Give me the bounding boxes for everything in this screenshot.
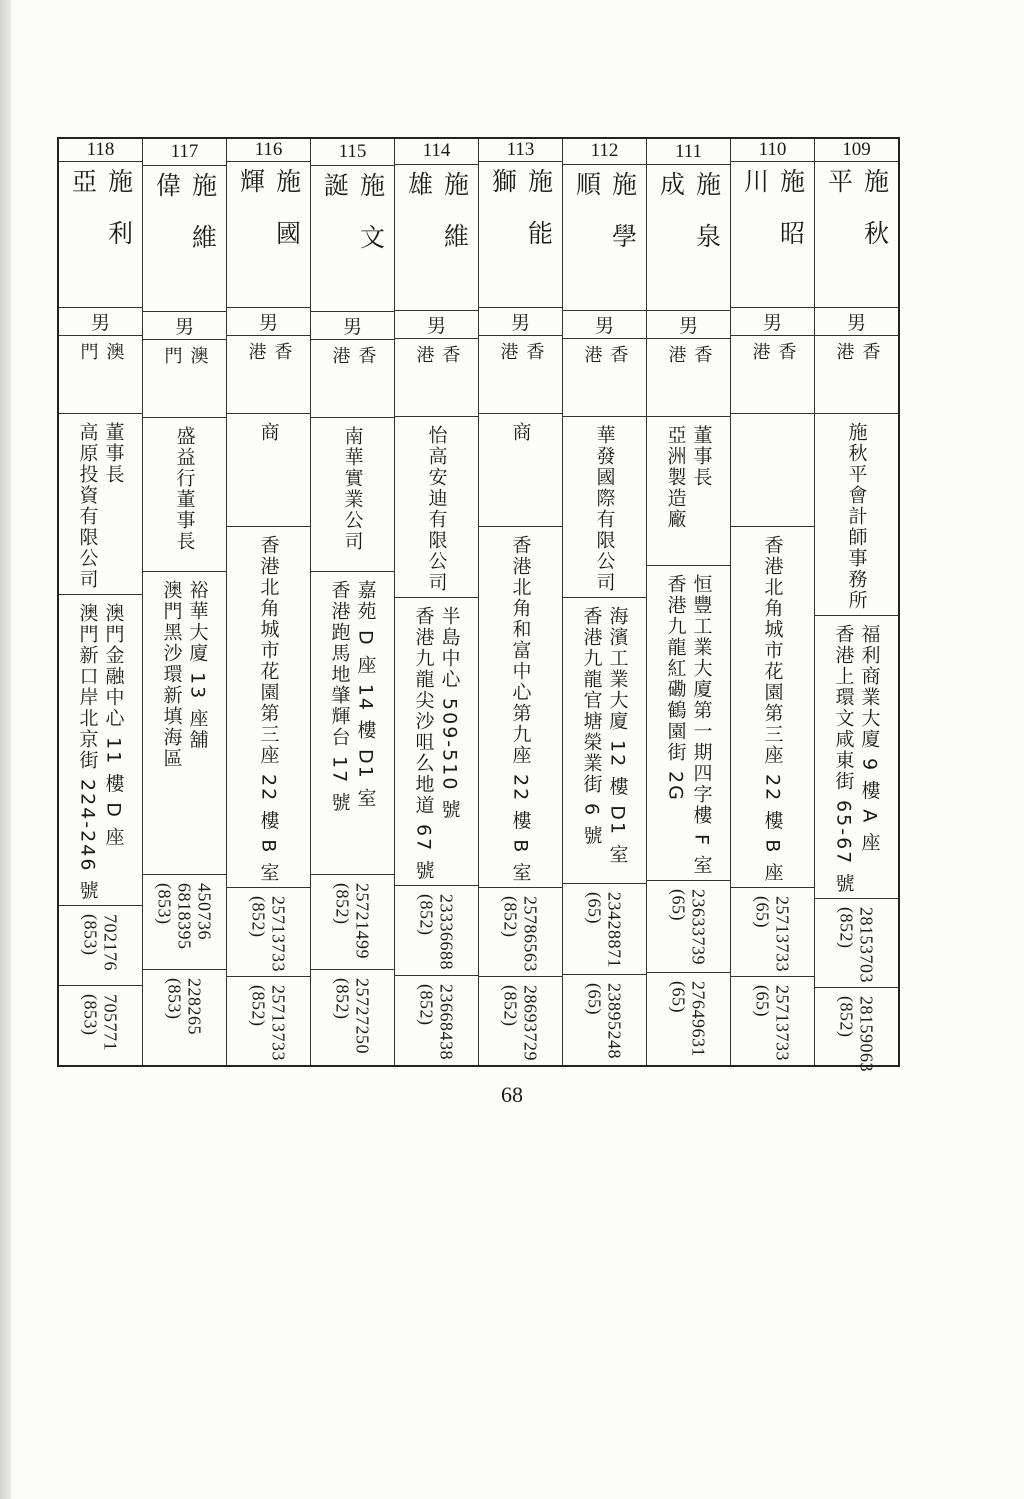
place-cell [815, 335, 898, 413]
name-cell [395, 164, 478, 310]
fax-line: 25713733 [268, 985, 289, 1061]
address-line: 香港九龍紅磡鶴園街 2G [664, 573, 687, 802]
tel-line: (852) [500, 896, 521, 938]
tel-line: 25713733 [772, 896, 793, 972]
roster-column [394, 139, 478, 1065]
place-cell [311, 339, 394, 417]
place-cell [227, 335, 310, 413]
entry-name: 施文誕 [320, 172, 386, 277]
fax-line: 228265 [184, 978, 205, 1036]
address-line: 澳門新口岸北京街 224-246 號 [76, 603, 99, 902]
name-cell [731, 161, 814, 307]
tel-line: 28153703 [856, 907, 877, 984]
fax-line: (65) [584, 983, 605, 1015]
address-line: 香港九龍尖沙咀么地道 67 號 [412, 605, 435, 881]
fax-cell [227, 976, 310, 1065]
entry-sex: 男 [227, 307, 310, 335]
entry-place: 香港 [413, 344, 461, 384]
entry-sex: 男 [59, 307, 142, 335]
name-cell [479, 161, 562, 307]
tel-line: 23428871 [604, 891, 625, 968]
tel-line: 450736 [194, 882, 215, 940]
fax-cell [563, 974, 646, 1065]
entry-name: 施維偉 [152, 172, 218, 277]
tel-line: (852) [332, 882, 353, 925]
fax-cell [311, 969, 394, 1065]
org-line: 董事長 [690, 425, 713, 489]
roster-column [142, 139, 226, 1065]
roster-column [814, 139, 898, 1073]
roster-column [478, 139, 562, 1065]
entry-number: 117 [170, 141, 199, 163]
tel-line: 702176 [100, 914, 121, 972]
name-cell [59, 161, 142, 307]
address-line: 香港北角城市花園第三座 22 樓 B 座 [761, 534, 784, 883]
entry-place: 香港 [245, 342, 293, 381]
address-line: 恒豐工業大廈第一期四字樓 F 室 [690, 573, 713, 876]
entry-place: 澳門 [77, 342, 125, 381]
org-cell [731, 413, 814, 526]
fax-line: 27649631 [688, 981, 709, 1058]
address-cell [311, 571, 394, 873]
tel-line: (853) [154, 882, 175, 925]
entry-number: 115 [338, 141, 367, 163]
roster-column [646, 139, 730, 1065]
telephone-cell [311, 874, 394, 970]
org-line: 南華實業公司 [341, 426, 364, 553]
entry-name: 施學順 [572, 170, 638, 275]
roster-column [59, 139, 142, 1065]
place-cell [647, 338, 730, 416]
entry-number: 116 [254, 139, 283, 160]
name-cell [815, 161, 898, 307]
entry-name: 施利亞 [68, 168, 134, 272]
org-line: 商 [257, 422, 280, 443]
entry-sex: 男 [647, 310, 730, 338]
tel-line: 6818395 [174, 882, 195, 950]
fax-line: 705771 [100, 994, 121, 1052]
tel-line: (852) [416, 893, 437, 936]
org-cell [143, 417, 226, 571]
telephone-cell [395, 885, 478, 975]
address-cell [227, 526, 310, 887]
org-cell [647, 416, 730, 565]
org-cell [815, 413, 898, 615]
roster-column [562, 139, 646, 1065]
tel-line: (65) [584, 891, 605, 924]
roster-column [730, 139, 814, 1065]
org-line: 高原投資有限公司 [76, 422, 99, 590]
tel-line: (853) [80, 914, 101, 956]
org-line: 怡高安迪有限公司 [425, 424, 448, 593]
entry-sex: 男 [731, 307, 814, 335]
address-cell [647, 565, 730, 880]
roster-column [226, 139, 310, 1065]
tel-line: 25713733 [268, 896, 289, 972]
place-cell [563, 338, 646, 416]
place-cell [143, 339, 226, 417]
telephone-cell [815, 898, 898, 987]
entry-name: 施泉成 [656, 171, 722, 276]
name-cell [227, 161, 310, 307]
fax-cell [731, 976, 814, 1065]
address-cell [563, 597, 646, 883]
entry-sex: 男 [143, 311, 226, 339]
address-line: 半島中心 509-510 號 [438, 605, 461, 821]
fax-line: (852) [836, 996, 857, 1038]
org-line: 施秋平會計師事務所 [845, 422, 868, 611]
entry-place: 香港 [329, 346, 377, 386]
fax-line: (852) [248, 985, 269, 1027]
entry-place: 香港 [749, 342, 797, 381]
telephone-cell [227, 887, 310, 976]
fax-line: (853) [80, 994, 101, 1036]
address-line: 海濱工業大廈 12 樓 D1 室 [606, 605, 629, 865]
address-line: 嘉苑 D 座 14 樓 D1 室 [354, 580, 377, 810]
address-line: 福利商業大廈 9 樓 A 座 [858, 624, 881, 854]
entry-sex: 男 [815, 307, 898, 335]
fax-cell [143, 969, 226, 1065]
org-cell [227, 413, 310, 526]
place-cell [479, 335, 562, 413]
fax-line: 28159063 [856, 996, 877, 1073]
fax-cell [647, 972, 730, 1065]
entry-number: 118 [86, 139, 115, 160]
address-line: 香港九龍官塘榮業街 6 號 [580, 605, 603, 847]
entry-sex: 男 [395, 310, 478, 338]
address-line: 香港跑馬地肇輝台 17 號 [328, 580, 351, 814]
address-cell [143, 571, 226, 873]
entry-name: 施維雄 [404, 170, 470, 275]
fax-line: (852) [416, 983, 437, 1026]
entry-number: 111 [674, 140, 703, 162]
name-cell [143, 165, 226, 311]
tel-line: (852) [248, 896, 269, 938]
telephone-cell [59, 905, 142, 985]
fax-line: 25713733 [772, 985, 793, 1061]
fax-cell [479, 976, 562, 1065]
org-cell [479, 413, 562, 526]
fax-line: (65) [752, 985, 773, 1017]
entry-number: 109 [842, 139, 871, 160]
tel-line: 25721499 [352, 882, 373, 959]
tel-line: 23336688 [436, 893, 457, 970]
tel-line: 23633739 [688, 888, 709, 965]
fax-line: (853) [164, 978, 185, 1020]
telephone-cell [563, 883, 646, 974]
scan-page-edge [0, 0, 11, 1499]
entry-place: 香港 [833, 342, 881, 381]
entry-place: 澳門 [161, 346, 209, 386]
tel-line: (65) [668, 888, 689, 921]
telephone-cell [479, 887, 562, 976]
address-line: 香港上環文咸東街 65-67 號 [832, 624, 855, 895]
entry-place: 香港 [581, 344, 629, 384]
address-line: 香港北角城市花園第三座 22 樓 B 室 [257, 534, 280, 883]
fax-line: (65) [668, 981, 689, 1014]
fax-line: 25727250 [352, 978, 373, 1055]
tel-line: (852) [836, 907, 857, 949]
org-cell [563, 416, 646, 597]
fax-line: 23895248 [604, 983, 625, 1059]
fax-cell [59, 985, 142, 1065]
entry-number: 110 [758, 139, 787, 160]
place-cell [731, 335, 814, 413]
org-line: 董事長 [102, 422, 125, 485]
entry-number: 113 [506, 139, 535, 160]
fax-line: 28693729 [520, 985, 541, 1061]
tel-line: 25786563 [520, 896, 541, 972]
entry-name: 施秋平 [824, 168, 890, 272]
org-cell [395, 416, 478, 597]
entry-place: 香港 [497, 342, 545, 381]
org-cell [59, 413, 142, 594]
address-line: 澳門黑沙環新填海區 [160, 580, 183, 770]
org-cell [311, 417, 394, 571]
name-cell [647, 164, 730, 310]
name-cell [311, 165, 394, 311]
entry-name: 施能獅 [488, 168, 554, 272]
member-roster-table [57, 137, 900, 1073]
telephone-cell [731, 887, 814, 976]
address-cell [479, 526, 562, 887]
place-cell [395, 338, 478, 416]
address-line: 裕華大廈 13 座舖 [186, 580, 209, 751]
fax-line: 23668438 [436, 983, 457, 1060]
org-line: 亞洲製造廠 [664, 425, 687, 531]
address-cell [395, 597, 478, 885]
fax-cell [395, 975, 478, 1065]
org-line: 華發國際有限公司 [593, 424, 616, 593]
address-line: 香港北角和富中心第九座 22 樓 B 室 [509, 534, 532, 883]
entry-place: 香港 [665, 345, 713, 385]
telephone-cell [647, 880, 730, 973]
roster-column [310, 139, 394, 1065]
tel-line: (65) [752, 896, 773, 928]
org-line: 盛益行董事長 [173, 426, 196, 553]
entry-sex: 男 [311, 311, 394, 339]
address-cell [815, 615, 898, 898]
page-number: 68 [501, 1082, 523, 1107]
telephone-cell [143, 874, 226, 970]
entry-sex: 男 [563, 310, 646, 338]
place-cell [59, 335, 142, 413]
entry-number: 112 [590, 140, 619, 162]
address-cell [731, 526, 814, 887]
entry-number: 114 [422, 140, 451, 162]
address-cell [59, 594, 142, 905]
name-cell [563, 164, 646, 310]
entry-name: 施昭川 [740, 168, 806, 272]
entry-sex: 男 [479, 307, 562, 335]
fax-line: (852) [332, 978, 353, 1020]
fax-cell [815, 987, 898, 1076]
fax-line: (852) [500, 985, 521, 1027]
entry-name: 施國輝 [236, 168, 302, 272]
org-line: 商 [509, 422, 532, 443]
address-line: 澳門金融中心 11 樓 D 座 [102, 603, 125, 848]
